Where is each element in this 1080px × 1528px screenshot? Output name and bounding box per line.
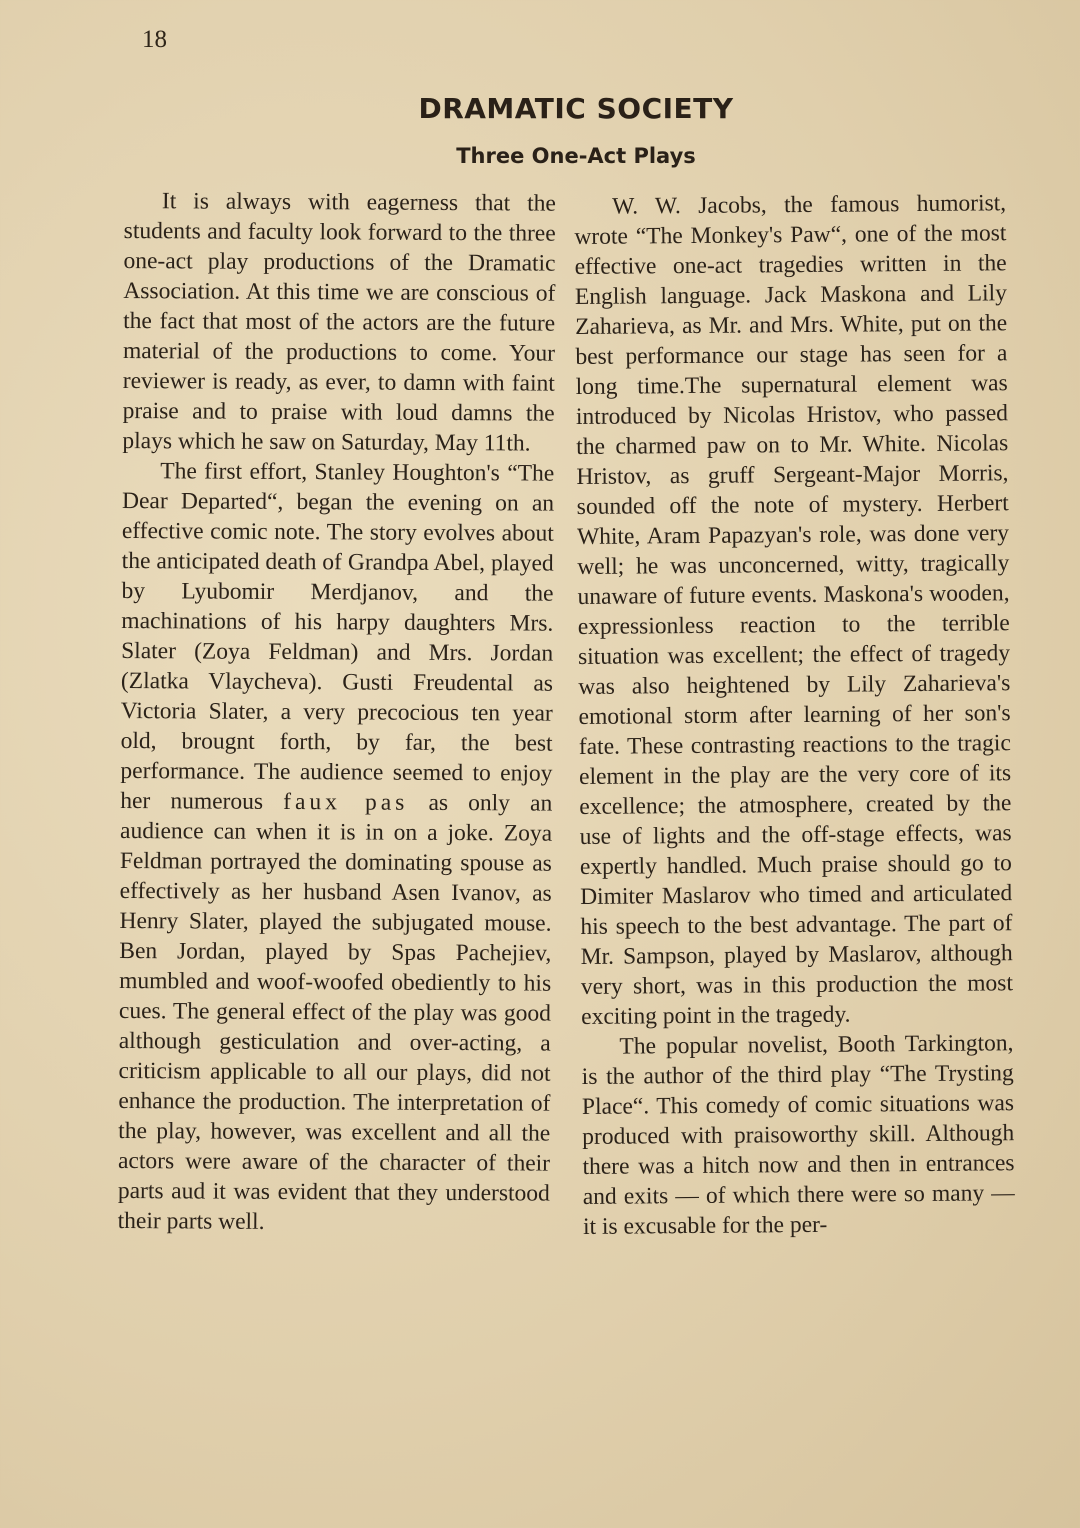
- article-subheading: Three One-Act Plays: [456, 144, 696, 168]
- paragraph: [118, 456, 555, 1239]
- right-column: [574, 188, 1015, 1242]
- left-column: [118, 186, 556, 1239]
- paragraph-text: as only an audience can when it is in on a joke. Zoya Feldman portrayed the dominating spouse as effectively as her husband Asen Ivanov, as Henry Slater, played the subjugated mouse. Ben Jordan, played by Spas Pachejiev, mumbled and woof-woofed obediently to his cues. The general effect of the play was good although gesticulation and over-acting, a criticism applicable to all our plays, did not enhance the production. The interpretation of the play, however, was excellent and all the actors were aware of the character of their parts aud it was evident that they understood their parts well.: [117, 789, 553, 1235]
- paragraph: The popular novelist, Booth Tarkington, is the author of the third play “The Trysting Place“. This comedy of comic situations was produced with praisoworthy skill. Although there was a hitch now and then in entrances and exits — of which there were so many — it is excusable for the per-: [581, 1030, 1015, 1240]
- section-heading: DRAMATIC SOCIETY: [418, 92, 734, 125]
- paragraph: It is always with eagerness that the students and faculty look forward to the three one-act play productions of the Dramatic Association. At this time we are conscious of the fact that most of the actors are the future material of the productions to come. Your reviewer is ready, as ever, to damn with faint praise and to praise with loud damns the plays which he saw on Saturday, May 11th.: [122, 188, 556, 457]
- emphasized-phrase: faux pas: [283, 788, 409, 816]
- page-number: 18: [142, 26, 167, 53]
- paragraph-text: The first effort, Stanley Houghton's “The Dear Departed“, began the evening on an effective comic note. The story evolves about the anticipated death of Grandpa Abel, played by Lyubomir Merdjanov, and the machinations of his harpy daughters Mrs. Slater (Zoya Feldman) and Mrs. Jordan (Zlatka Vlaycheva). Gusti Freudental as Victoria Slater, a very precocious ten year old, brougnt forth, by far, the best performance. The audience seemed to enjoy her numerous: [120, 458, 555, 815]
- paragraph: W. W. Jacobs, the famous humorist, wrote “The Monkey's Paw“, one of the most effective one-act tragedies written in the English language. Jack Maskona and Lily Zaharieva, as Mr. and Mrs. White, put on the best performance our stage has seen for a long time.The supernatural element was introduced by Nicolas Hristov, who passed the charmed paw on to Mr. White. Nicolas Hristov, as gruff Sergeant-Major Morris, sounded off the note of mystery. Herbert White, Aram Papazyan's role, was done very well; he was unconcerned, witty, tragically unaware of future events. Maskona's wooden, expressionless reaction to the terrible situation was excellent; the effect of tragedy was also heightened by Lily Zaharieva's emotional storm after learning of her son's fate. These contrasting reactions to the tragic element in the play are the very core of its excellence; the atmosphere, created by the use of lights and the off-stage effects, was expertly handled. Much praise should go to Dimiter Maslarov who timed and articulated his speech to the best advantage. The part of Mr. Sampson, played by Maslarov, although very short, was in this production the most exciting point in the tragedy.: [574, 190, 1014, 1030]
